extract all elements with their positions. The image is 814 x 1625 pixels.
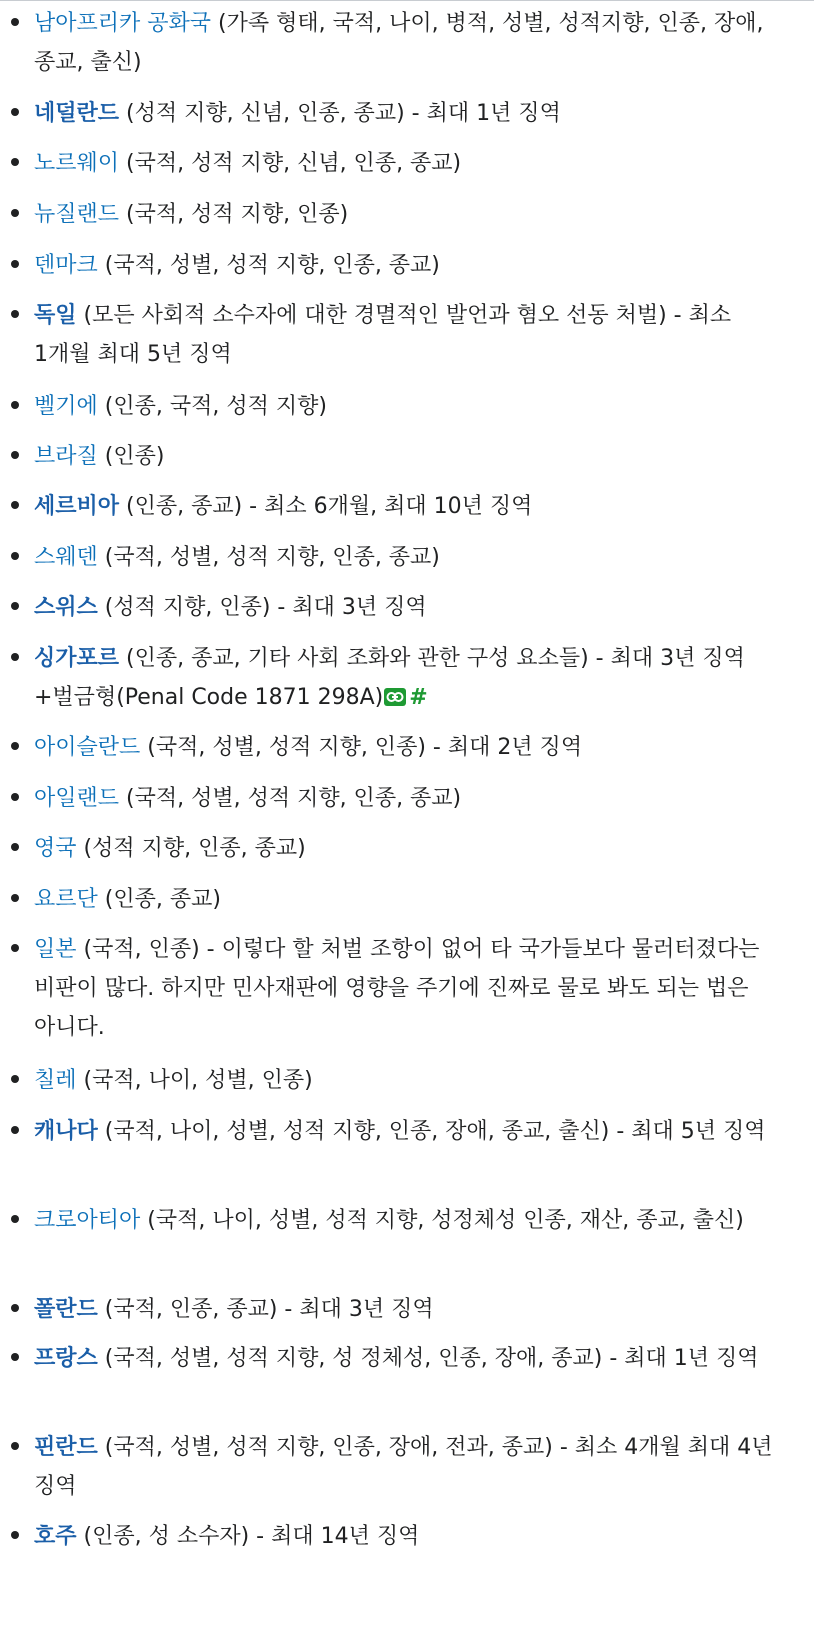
country-link[interactable]: 독일 [34,303,77,328]
list-item-text [34,1061,786,1100]
list-item-text [34,588,786,627]
country-link[interactable]: 덴마크 [34,253,98,278]
bullet-icon [11,742,19,750]
bullet-icon [11,401,19,409]
bullet-icon [11,552,19,560]
law-detail: (모든 사회적 소수자에 대한 경멸적인 발언과 혐오 선동 처벌) - 최소 1개월 최대 5년 징역 [34,303,732,367]
bullet-icon [11,108,19,116]
list-item-text [34,1201,786,1240]
list-item-text [34,296,786,374]
list-item-text [34,1517,786,1556]
law-detail: (인종, 종교, 기타 사회 조화와 관한 구성 요소들) - 최대 3년 징역+벌금형(Penal Code 1871 298A) [34,646,745,710]
list-item-text [34,829,786,868]
country-link[interactable]: 네덜란드 [34,101,120,126]
list-item-text [34,387,786,426]
law-detail: (성적 지향, 인종, 종교) [76,836,306,861]
list-item-text [34,246,786,285]
law-detail: (국적, 성별, 성적 지향, 인종) - 최대 2년 징역 [140,735,583,760]
country-link[interactable]: 요르단 [34,887,98,912]
list-item-text [34,94,786,133]
law-detail: (인종, 종교) - 최소 6개월, 최대 10년 징역 [119,494,533,519]
bullet-icon [11,18,19,26]
bullet-icon [11,1442,19,1450]
country-link[interactable]: 세르비아 [34,494,120,519]
bullet-icon [11,310,19,318]
law-detail: (국적, 나이, 성별, 성적 지향, 인종, 장애, 종교, 출신) - 최대 5년 징역 [97,1119,766,1144]
country-link[interactable]: 브라질 [34,444,98,469]
country-link[interactable]: 일본 [34,937,77,962]
list-item-text [34,437,786,476]
bullet-icon [11,260,19,268]
list-item-text [34,4,786,82]
bullet-icon [11,653,19,661]
law-detail: (국적, 성적 지향, 인종) [119,202,349,227]
bullet-icon [11,1304,19,1312]
country-link[interactable]: 노르웨이 [34,151,120,176]
country-link[interactable]: 벨기에 [34,394,98,419]
law-detail: (국적, 성별, 성적 지향, 인종, 장애, 전과, 종교) - 최소 4개월 최대 4년 징역 [34,1435,773,1499]
bullet-icon [11,1075,19,1083]
external-link-icon[interactable] [384,688,406,706]
bullet-icon [11,1353,19,1361]
list-item-text [34,1290,786,1329]
law-detail: (인종, 종교) [97,887,221,912]
law-detail: (인종, 국적, 성적 지향) [97,394,327,419]
anchor-link[interactable]: # [409,685,428,710]
law-detail: (국적, 성별, 성적 지향, 인종, 종교) [119,786,462,811]
list-item-text [34,195,786,234]
bullet-icon [11,894,19,902]
list-item-text [34,728,786,767]
bullet-icon [11,944,19,952]
list-item-text [34,1428,786,1506]
list-item-text [34,538,786,577]
law-detail: (인종, 성 소수자) - 최대 14년 징역 [76,1524,420,1549]
law-detail: (국적, 성별, 성적 지향, 인종, 종교) [97,253,440,278]
law-detail: (국적, 나이, 성별, 인종) [76,1068,313,1093]
law-detail: (성적 지향, 인종) - 최대 3년 징역 [97,595,427,620]
list-item-text [34,639,786,717]
bullet-icon [11,1215,19,1223]
list-item-text [34,144,786,183]
law-detail: (성적 지향, 신념, 인종, 종교) - 최대 1년 징역 [119,101,561,126]
bullet-icon [11,1126,19,1134]
law-detail: (국적, 인종) - 이렇다 할 처벌 조항이 없어 타 국가들보다 물러터졌다는 비판이 많다. 하지만 민사재판에 영향을 주기에 진짜로 물로 봐도 되는 법은 아니다. [34,937,760,1040]
list-item-text [34,779,786,818]
law-detail: (인종) [97,444,165,469]
list-item-text [34,880,786,919]
country-link[interactable]: 영국 [34,836,77,861]
country-link[interactable]: 호주 [34,1524,77,1549]
country-link[interactable]: 아일랜드 [34,786,120,811]
country-link[interactable]: 스웨덴 [34,545,98,570]
country-link[interactable]: 싱가포르 [34,646,120,671]
bullet-icon [11,501,19,509]
country-link[interactable]: 스위스 [34,595,98,620]
country-link[interactable]: 폴란드 [34,1297,98,1322]
top-divider [0,0,814,1]
bullet-icon [11,451,19,459]
law-detail: (국적, 성별, 성적 지향, 인종, 종교) [97,545,440,570]
country-link[interactable]: 아이슬란드 [34,735,141,760]
bullet-icon [11,209,19,217]
law-detail: (가족 형태, 국적, 나이, 병적, 성별, 성적지향, 인종, 장애, 종교, 출신) [34,11,764,75]
law-detail: (국적, 나이, 성별, 성적 지향, 성정체성 인종, 재산, 종교, 출신) [140,1208,744,1233]
bullet-icon [11,158,19,166]
bullet-icon [11,1531,19,1539]
bullet-icon [11,843,19,851]
list-item-text [34,930,786,1047]
law-detail: (국적, 성적 지향, 신념, 인종, 종교) [119,151,462,176]
law-detail: (국적, 인종, 종교) - 최대 3년 징역 [97,1297,434,1322]
bullet-icon [11,602,19,610]
law-detail: (국적, 성별, 성적 지향, 성 정체성, 인종, 장애, 종교) - 최대 1년 징역 [97,1346,759,1371]
country-link[interactable]: 칠레 [34,1068,77,1093]
country-link[interactable]: 프랑스 [34,1346,98,1371]
country-link[interactable]: 핀란드 [34,1435,98,1460]
list-item-text [34,487,786,526]
bullet-icon [11,793,19,801]
list-item-text [34,1339,786,1378]
country-link[interactable]: 크로아티아 [34,1208,141,1233]
country-link[interactable]: 캐나다 [34,1119,98,1144]
list-item-text [34,1112,786,1151]
country-link[interactable]: 뉴질랜드 [34,202,120,227]
country-link[interactable]: 남아프리카 공화국 [34,11,212,36]
